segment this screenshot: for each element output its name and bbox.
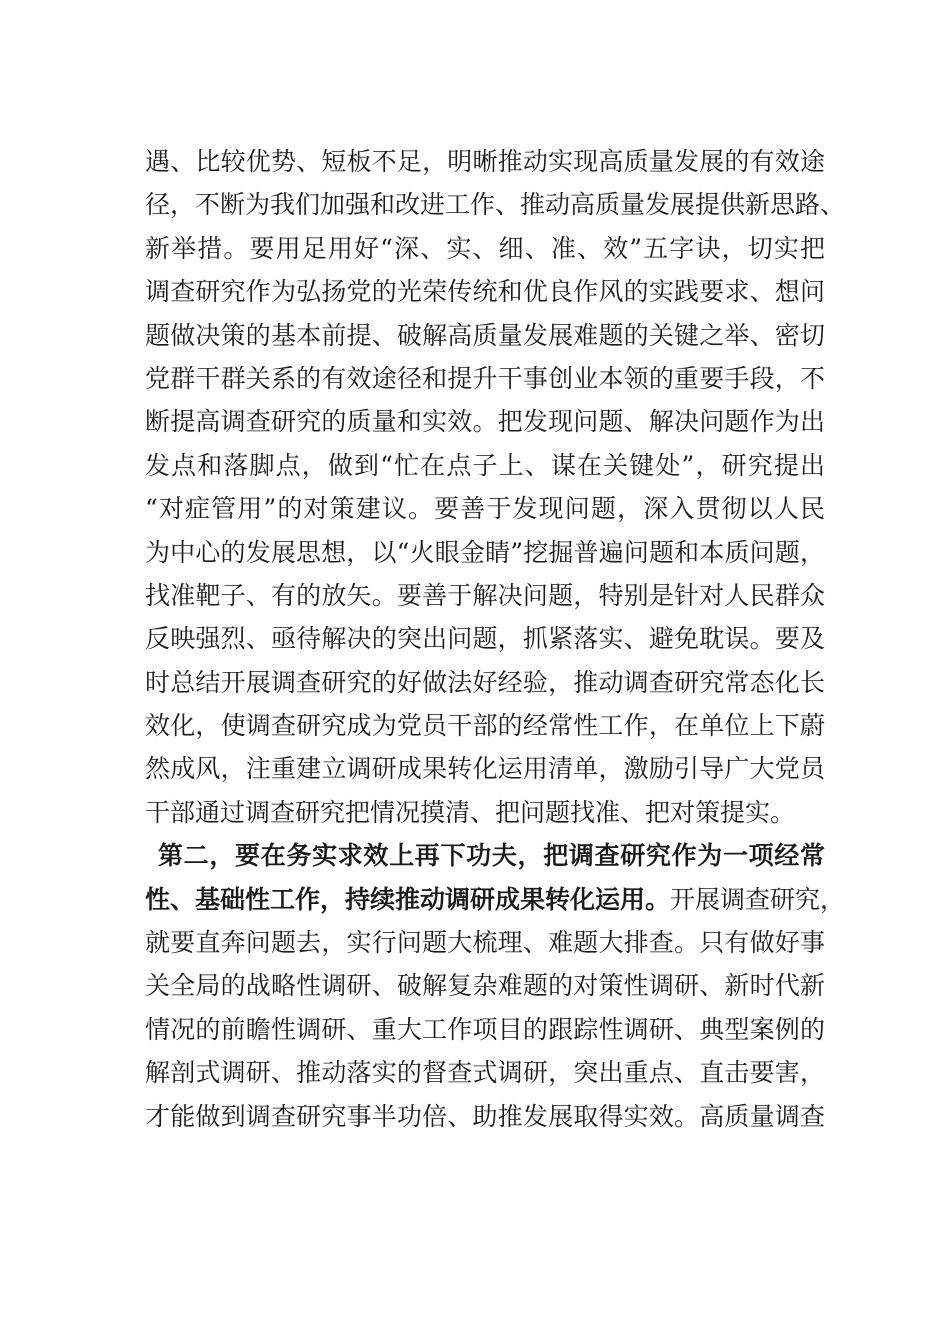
text-fragment: 开展调查研究，	[670, 884, 846, 914]
text-line: 遇、比较优势、短板不足，明晰推动实现高质量发展的有效途	[145, 147, 825, 176]
text-line: 解剖式调研、推动落实的督查式调研，突出重点、直击要害，	[145, 1058, 825, 1088]
text-line: 调查研究作为弘扬党的光荣传统和优良作风的实践要求、想问	[145, 277, 825, 307]
text-line: 反映强烈、亟待解决的突出问题，抓紧落实、避免耽误。要及	[145, 624, 825, 654]
text-line: “对症管用”的对策建议。要善于发现问题，深入贯彻以人民	[145, 494, 825, 524]
text-line: 情况的前瞻性调研、重大工作项目的跟踪性调研、典型案例的	[145, 1014, 825, 1044]
text-line: 断提高调查研究的质量和实效。把发现问题、解决问题作为出	[145, 407, 825, 437]
text-line: 新举措。要用足用好“深、实、细、准、效”五字诀，切实把	[145, 233, 825, 263]
section-heading-text: 性、基础性工作，持续推动调研成果转化运用。	[145, 884, 671, 914]
text-line: 找准靶子、有的放矢。要善于解决问题，特别是针对人民群众	[145, 580, 825, 610]
text-line: 才能做到调查研究事半功倍、助推发展取得实效。高质量调查	[145, 1101, 825, 1131]
text-line: 发点和落脚点，做到“忙在点子上、谋在关键处”，研究提出	[145, 450, 825, 480]
text-line: 效化，使调查研究成为党员干部的经常性工作，在单位上下蔚	[145, 711, 825, 741]
text-line: 时总结开展调查研究的好做法好经验，推动调查研究常态化长	[145, 667, 825, 697]
body-text	[145, 140, 846, 1138]
text-line: 干部通过调查研究把情况摸清、把问题找准、把对策提实。	[145, 797, 796, 827]
text-line	[145, 878, 846, 921]
text-line: 党群干群关系的有效途径和提升干事创业本领的重要手段，不	[145, 363, 825, 393]
text-line: 然成风，注重建立调研成果转化运用清单，激励引导广大党员	[145, 754, 825, 784]
text-line: 径，不断为我们加强和改进工作、推动高质量发展提供新思路、	[145, 190, 846, 220]
section-heading-line: 第二，要在务实求效上再下功夫，把调查研究作为一项经常	[158, 841, 825, 871]
text-line: 关全局的战略性调研、破解复杂难题的对策性调研、新时代新	[145, 971, 825, 1001]
paragraph-1	[145, 140, 846, 834]
text-line: 就要直奔问题去，实行问题大梳理、难题大排查。只有做好事	[145, 928, 825, 958]
paragraph-2	[145, 834, 846, 1138]
text-line: 题做决策的基本前提、破解高质量发展难题的关键之举、密切	[145, 320, 825, 350]
text-line: 为中心的发展思想，以“火眼金睛”挖掘普遍问题和本质问题，	[145, 537, 825, 567]
